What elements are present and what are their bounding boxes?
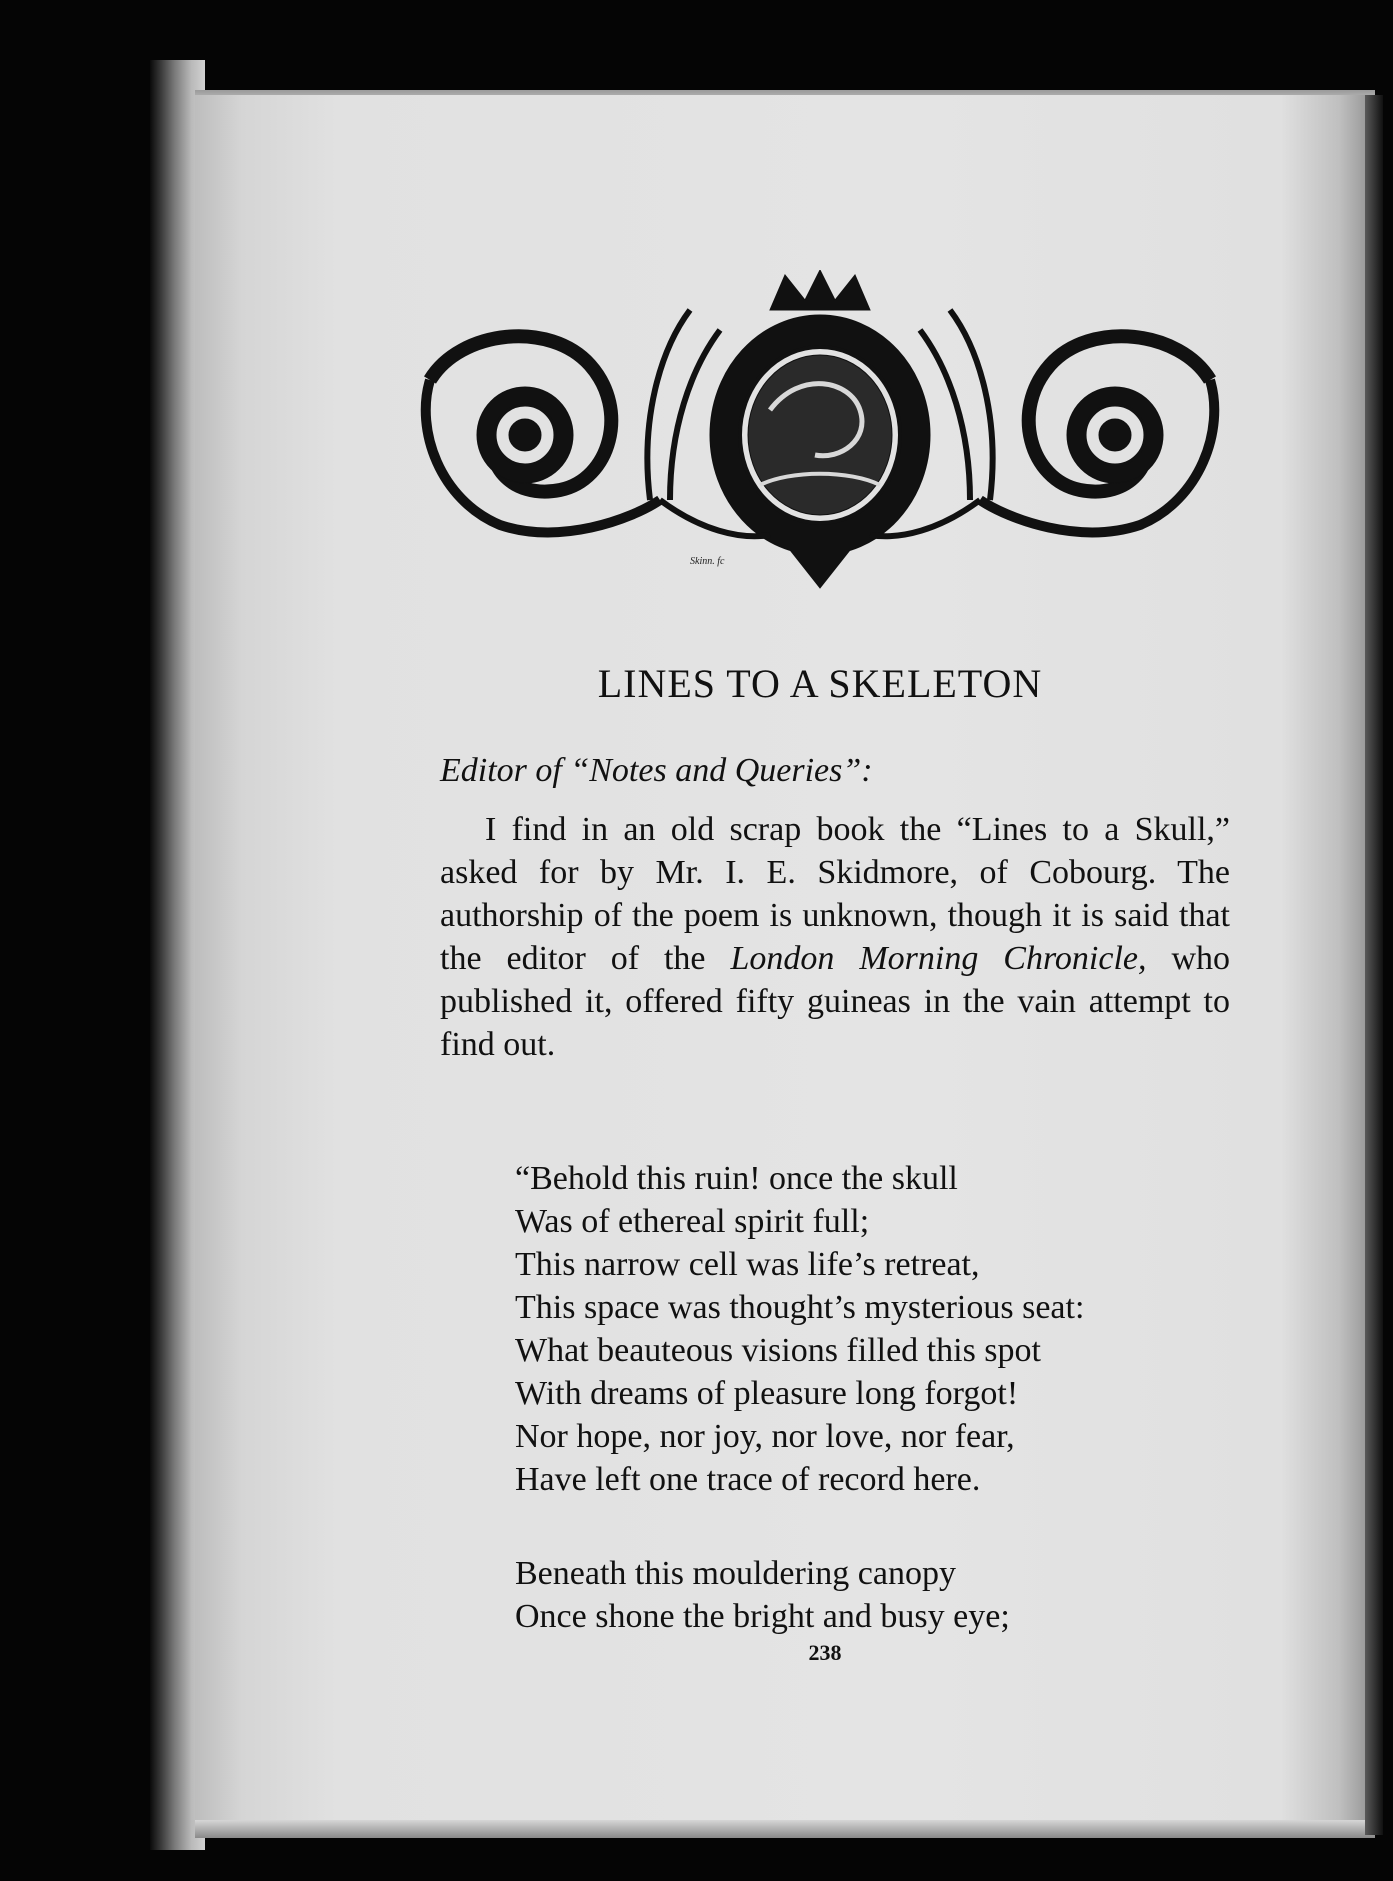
- salutation-quote: “Notes and Queries”:: [570, 752, 873, 789]
- poem-line: Have left one trace of record here.: [515, 1461, 981, 1498]
- page-bottom-edge: [195, 1820, 1375, 1838]
- poem-line: Nor hope, nor joy, nor love, nor fear,: [515, 1418, 1015, 1455]
- poem-line: This space was thought’s mysterious seat:: [515, 1289, 1085, 1326]
- ornament-signature: Skinn. fc: [690, 556, 725, 567]
- salutation-prefix: Editor of: [440, 752, 571, 789]
- page-right-edge: [1365, 95, 1383, 1835]
- ornamental-headpiece-illustration: [420, 270, 1220, 590]
- poem-line: Was of ethereal spirit full;: [515, 1203, 870, 1240]
- poem-stanza-2: [515, 1552, 1235, 1638]
- paragraph-part1: I find in an old scrap book the “Lines to a Skull,” asked for by Mr. I. E. Skidmore, of Cobourg. The authorship of the poem is unknown, though it is said that the editor of the: [440, 811, 1230, 977]
- poem-line: What beauteous visions filled this spot: [515, 1332, 1041, 1369]
- page-number: 238: [808, 1640, 842, 1665]
- poem-stanza-1: [515, 1157, 1235, 1501]
- poem-line: Beneath this mouldering canopy: [515, 1555, 956, 1592]
- poem-line: Once shone the bright and busy eye;: [515, 1598, 1010, 1635]
- paragraph-part2: who published it, offered fifty guineas in the vain attempt to find out.: [440, 940, 1230, 1063]
- newspaper-title: London Morning Chronicle,: [730, 940, 1147, 977]
- poem-line: “Behold this ruin! once the skull: [515, 1160, 958, 1197]
- poem-line: With dreams of pleasure long forgot!: [515, 1375, 1019, 1412]
- salutation: [440, 752, 1240, 790]
- intro-paragraph: [440, 808, 1230, 1066]
- poem-line: This narrow cell was life’s retreat,: [515, 1246, 980, 1283]
- poem-title: LINES TO A SKELETON: [597, 661, 1043, 706]
